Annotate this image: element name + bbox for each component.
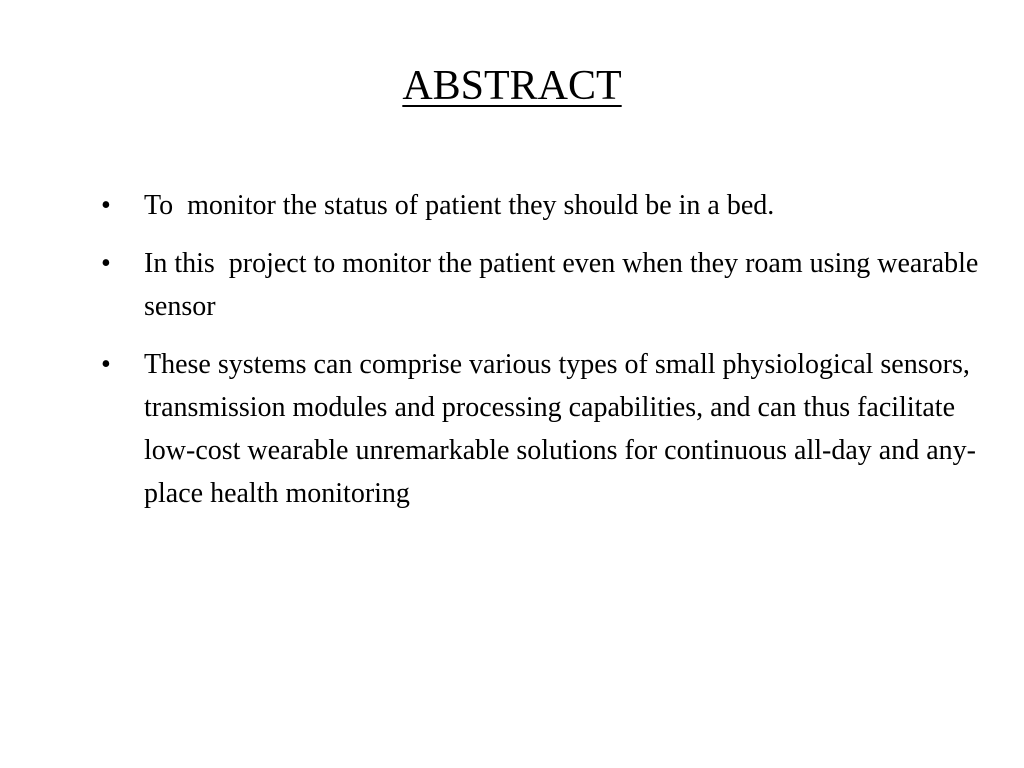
bullet-text: In this project to monitor the patient even when they roam using wearable sensor [144, 248, 986, 322]
bullet-icon: • [101, 349, 111, 380]
slide-title-text: ABSTRACT [402, 63, 622, 109]
slide-title [0, 60, 1024, 112]
bullet-text: These systems can comprise various types of small physiological sensors, transmission modules and processing capabilities, and can thus facilitate low-cost wearable unremarkable solutions for continuous all-day and any-place health monitoring [144, 349, 976, 509]
bullet-item [101, 343, 981, 515]
bullet-icon: • [101, 190, 111, 221]
bullet-item [101, 184, 981, 227]
bullet-list [101, 184, 986, 530]
bullet-icon: • [101, 248, 111, 279]
bullet-item [101, 242, 986, 328]
bullet-text: To monitor the status of patient they should be in a bed. [144, 190, 775, 221]
